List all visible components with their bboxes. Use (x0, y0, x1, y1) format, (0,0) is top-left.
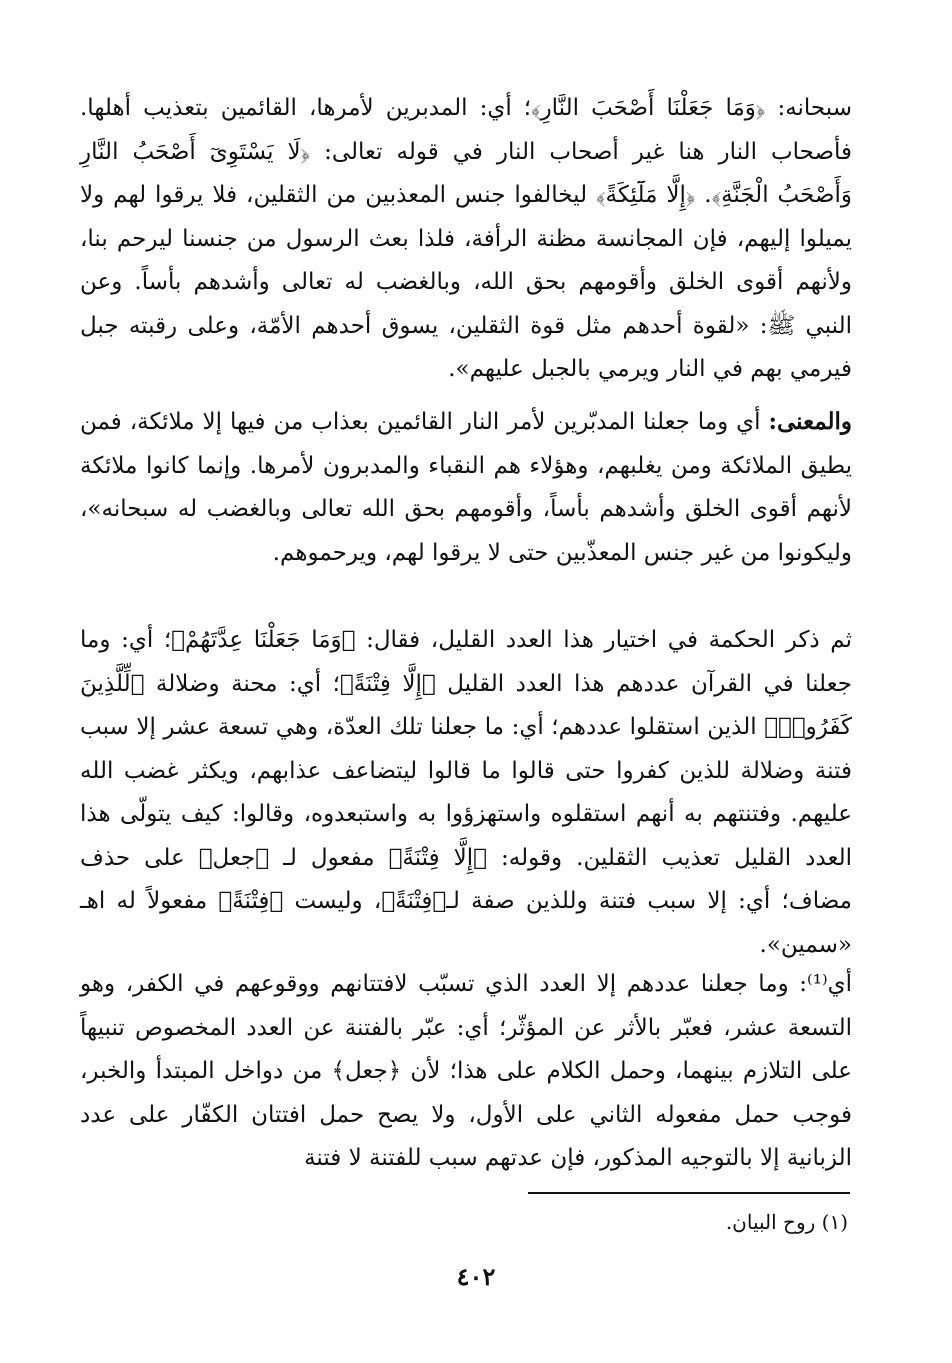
paragraph-1 (80, 86, 852, 392)
paragraph-3 (80, 618, 852, 967)
paragraph-2 (80, 400, 852, 575)
paragraph-1-text: سبحانه: ﴿وَمَا جَعَلْنَا أَصْحَبَ النَّارِ﴾؛ أي: المدبرين لأمرها، القائمين بتعذيب أهلها. فأصحاب النار هنا غير أصحاب النار في قوله تعالى: ﴿لَا يَسْتَوِىٓ أَصْحَبُ النَّارِ وَأَصْحَبُ الْجَنَّةِ﴾. ﴿إِلَّا مَلَٓئِكَةً﴾ ليخالفوا جنس المعذبين من الثقلين، فلا يرقوا لهم ولا يميلوا إليهم، فإن المجانسة مظنة الرأفة، فلذا بعث الرسول من جنسنا ليرحم بنا، ولأنهم أقوى الخلق وأقومهم بحق الله، وبالغضب له تعالى وأشدهم بأساً. وعن النبي ﷺ: «لقوة أحدهم مثل قوة الثقلين، يسوق أحدهم الأمّة، وعلى رقبته جبل فيرمي بهم في النار ويرمي بالجبل عليهم». (80, 95, 852, 382)
paragraph-3-text: ثم ذكر الحكمة في اختيار هذا العدد القليل، فقال: ﴿وَمَا جَعَلْنَا عِدَّتَهُمْ﴾؛ أي: وما جعلنا في القرآن عددهم هذا العدد القليل ﴿إِلَّا فِتْنَةً﴾؛ أي: محنة وضلالة ﴿لِّلَّذِينَ كَفَرُوا۟﴾ الذين استقلوا عددهم؛ أي: ما جعلنا تلك العدّة، وهي تسعة عشر إلا سبب فتنة وضلالة للذين كفروا حتى قالوا ما قالوا ليتضاعف عذابهم، ويكثر غضب الله عليهم. وفتنتهم به أنهم استقلوه واستهزؤوا به واستبعدوه، وقالوا: كيف يتولّى هذا العدد القليل تعذيب الثقلين. وقوله: ﴿إِلَّا فِتْنَةً﴾ مفعول لـ ﴿جعل﴾ على حذف مضاف؛ أي: إلا سبب فتنة وللذين صفة لـ﴿فِتْنَةً﴾، وليست ﴿فِتْنَةً﴾ مفعولاً له اهـ «سمين». (80, 627, 853, 958)
paragraph-2-lead: والمعنى: (768, 408, 852, 435)
paragraph-2-text: أي وما جعلنا المدبّرين لأمر النار القائمين بعذاب من فيها إلا ملائكة، فمن يطيق الملائكة ومن يغلبهم، وهؤلاء هم النقباء والمدبرون لأمرها. وإنما كانوا ملائكة لأنهم أقوى الخلق وأشدهم بأساً، وأقومهم بحق الله تعالى وبالغضب له سبحانه»، وليكونوا من غير جنس المعذّبين حتى لا يرقوا لهم، ويرحموهم. (80, 409, 852, 566)
paragraph-4-text: أي⁽¹⁾: وما جعلنا عددهم إلا العدد الذي تسبّب لافتتانهم ووقوعهم في الكفر، وهو التسعة عشر، فعبّر بالأثر عن المؤثّر؛ أي: عبّر بالفتنة عن العدد المخصوص تنبيهاً على التلازم بينهما، وحمل الكلام على هذا؛ لأن ﴿جعل﴾ من دواخل المبتدأ والخبر، فوجب حمل مفعوله الثاني على الأول، ولا يصح حمل افتتان الكفّار على عدد الزبانية إلا بالتوجيه المذكور، فإن عدتهم سبب للفتنة لا فتنة (80, 971, 852, 1171)
page-number: ٤٠٢ (456, 1262, 496, 1291)
footnote: (١) روح البيان. (725, 1210, 848, 1234)
footnote-divider (528, 1192, 850, 1194)
paragraph-4 (80, 962, 852, 1181)
